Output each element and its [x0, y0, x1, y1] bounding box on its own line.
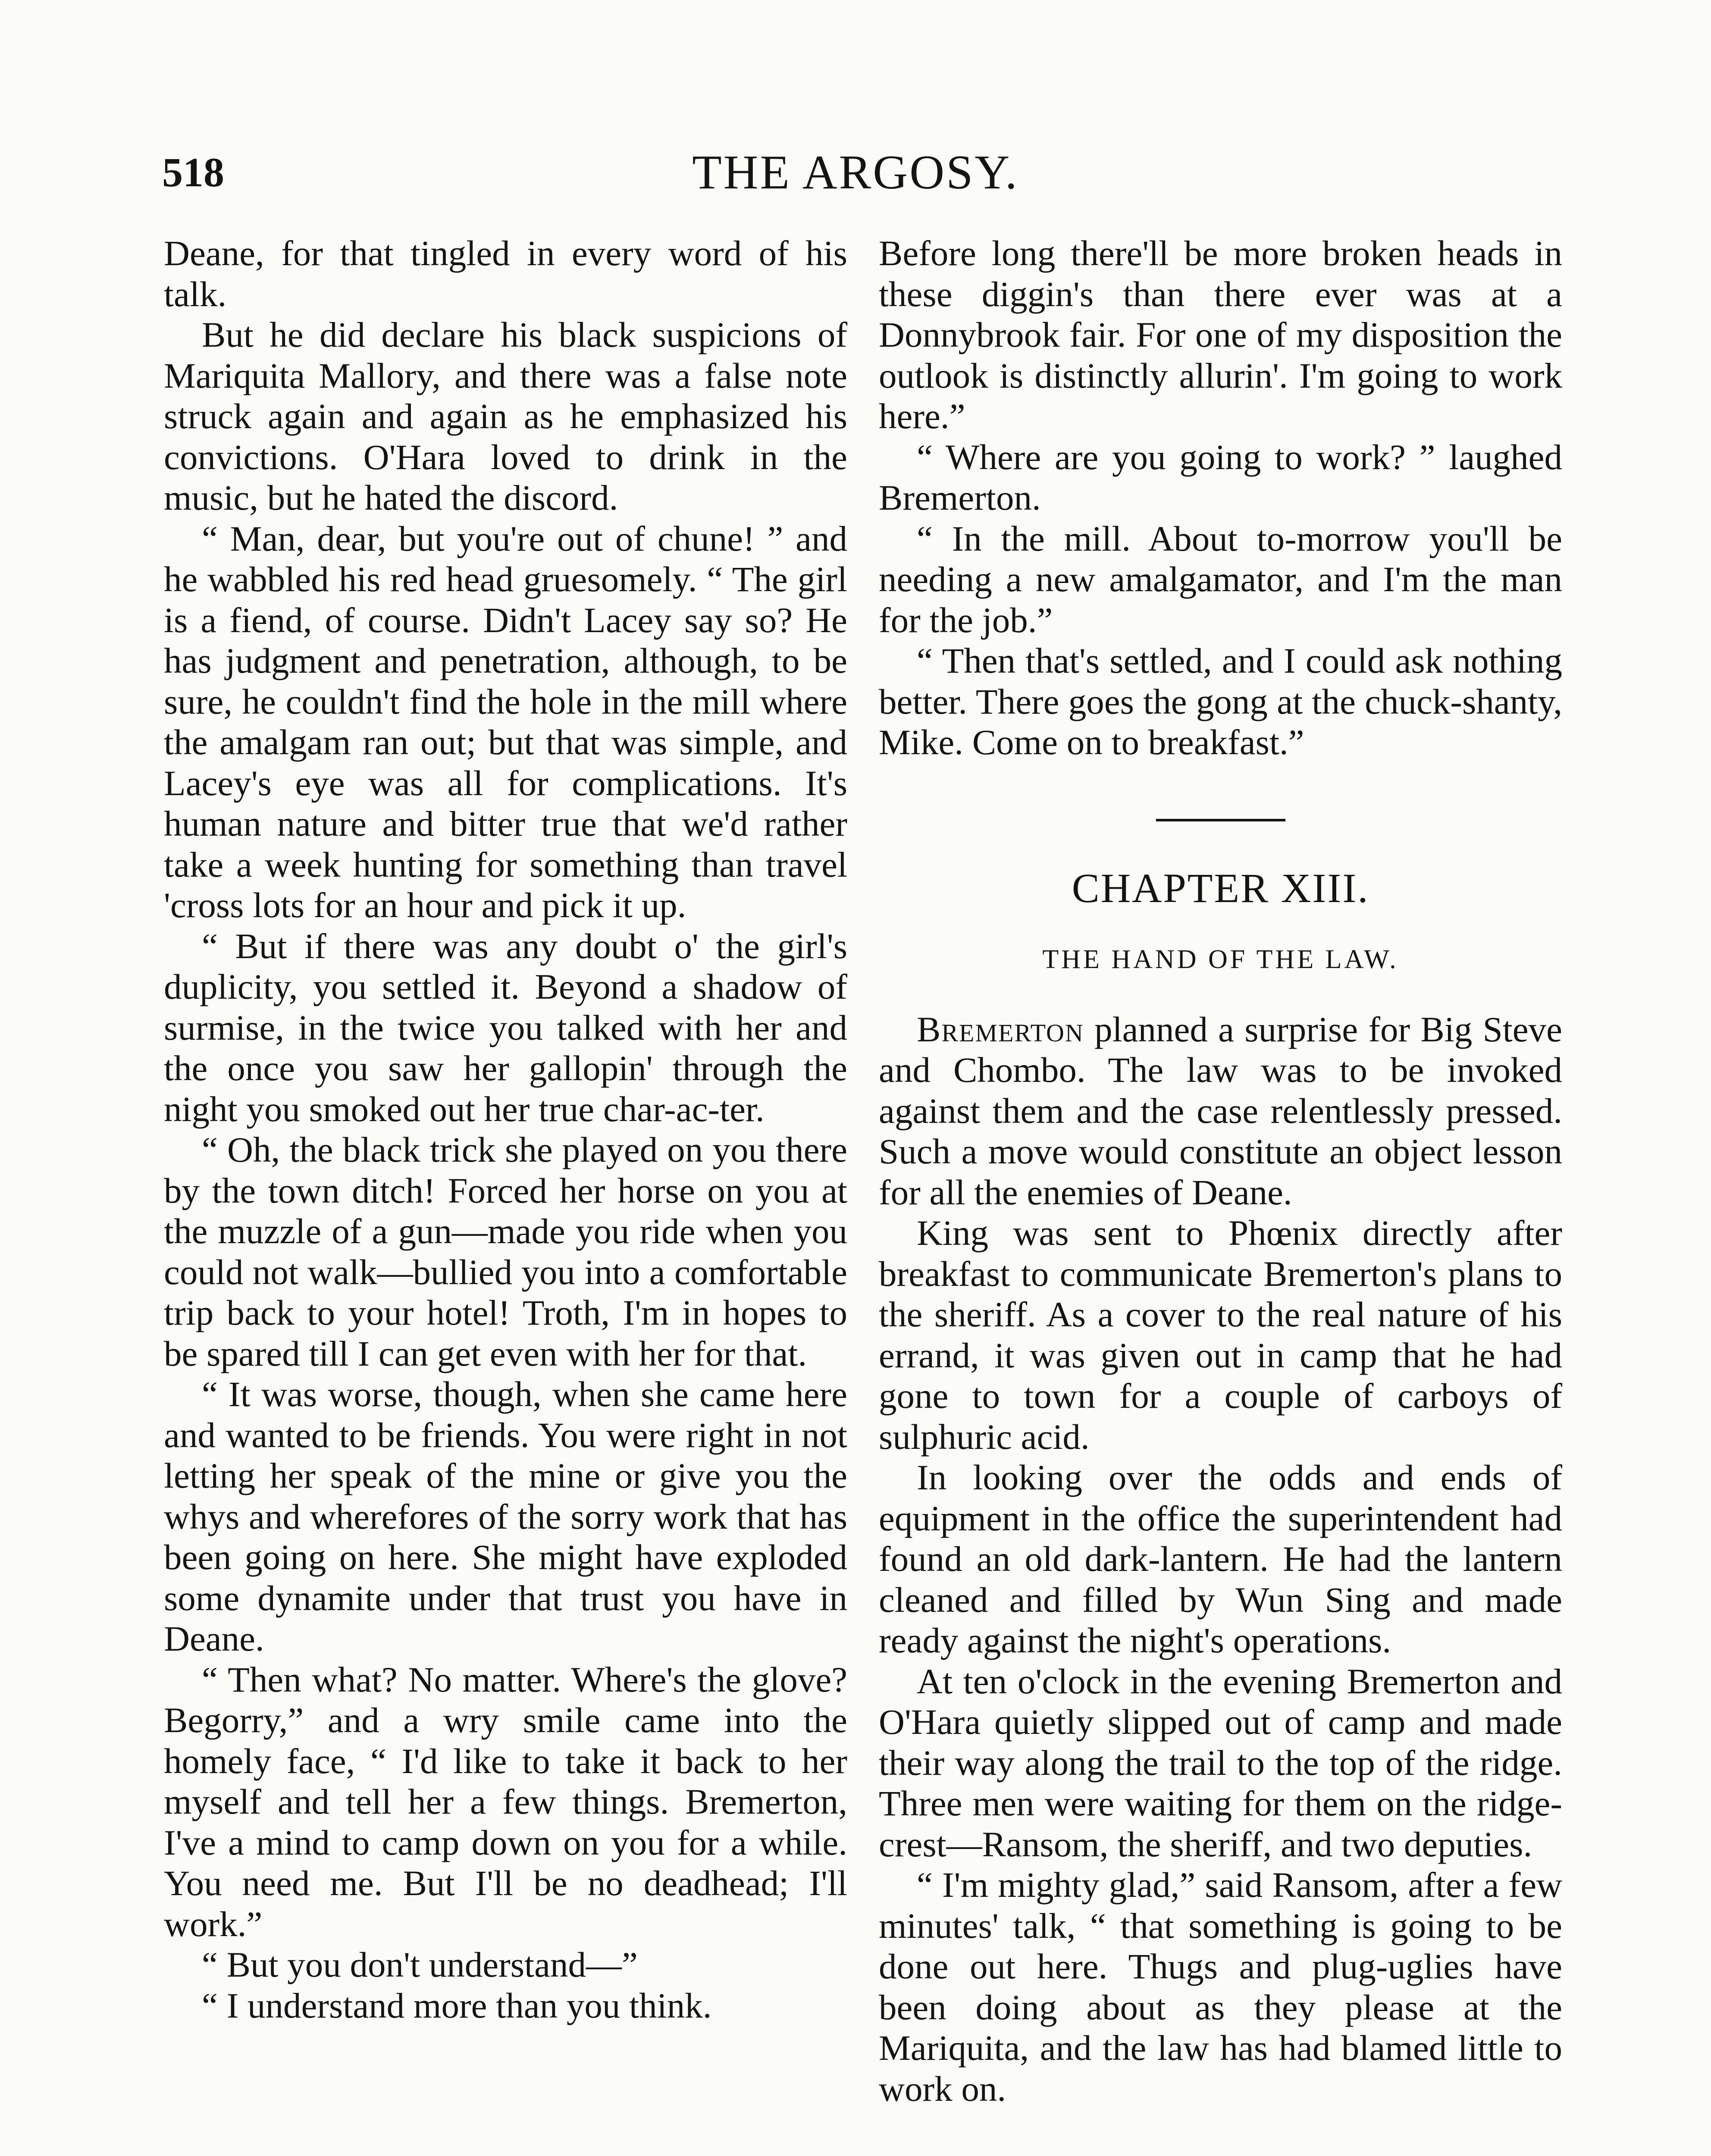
paragraph: Before long there'll be more broken heads in these diggin's than there ever was at a Donnybrook fair. For one of my disposition the outlook is distinctly allurin'. I'm going to work here.”	[879, 233, 1562, 436]
chapter-heading: CHAPTER XIII.	[1072, 865, 1369, 911]
paragraph: “ In the mill. About to-morrow you'll be needing a new amalgamator, and I'm the man for the job.”	[879, 518, 1562, 640]
paragraph: “ I'm mighty glad,” said Ransom, after a few minutes' talk, “ that something is going to be done out here. Thugs and plug-uglies have been doing about as they please at the Mariquita, and the law has had blamed little to work on.	[879, 1865, 1562, 2109]
paragraph: But he did declare his black suspicions of Mariquita Mallory, and there was a false note struck again and again as he emphasized his convictions. O'Hara loved to drink in the music, but he hated the discord.	[164, 315, 847, 517]
paragraph: At ten o'clock in the evening Bremerton and O'Hara quietly slipped out of camp and made their way along the trail to the top of the ridge. Three men were waiting for them on the ridge-crest—Ransom, the sheriff, and two deputies.	[879, 1661, 1562, 1864]
right-column	[879, 233, 1562, 2109]
paragraph: King was sent to Phœnix directly after breakfast to communicate Bremerton's plans to the sheriff. As a cover to the real nature of his errand, it was given out in camp that he had gone to town for a couple of carboys of sulphuric acid.	[879, 1213, 1562, 1457]
section-divider	[1156, 819, 1285, 821]
page-header	[0, 129, 1711, 216]
paragraph: “ I understand more than you think.	[202, 1985, 712, 2025]
paragraph: “ But if there was any doubt o' the girl's duplicity, you settled it. Beyond a shadow of surmise, in the twice you talked with her and the once you saw her gallopin' through the night you smoked out her true char-ac-ter.	[164, 926, 847, 1129]
paragraph: Deane, for that tingled in every word of his talk.	[164, 233, 847, 314]
paragraph: “ Where are you going to work? ” laughed Bremerton.	[879, 437, 1562, 517]
lead-word: Bremerton	[917, 1009, 1084, 1049]
paragraph: “ Oh, the black trick she played on you there by the town ditch! Forced her horse on you at the muzzle of a gun—made you ride when you could not walk—bullied you into a comfortable trip back to your hotel! Troth, I'm in hopes to be spared till I can get even with her for that.	[164, 1130, 847, 1373]
page-number: 518	[162, 149, 224, 195]
paragraph: “ But you don't understand—”	[202, 1945, 638, 1984]
chapter-title: THE HAND OF THE LAW.	[1042, 944, 1399, 974]
paragraph: “ Man, dear, but you're out of chune! ” and he wabbled his red head gruesomely. “ The girl is a fiend, of course. Didn't Lacey say so? He has judgment and penetration, although, to be sure, he couldn't find the hole in the mill where the amalgam ran out; but that was simple, and Lacey's eye was all for complications. It's human nature and bitter true that we'd rather take a week hunting for something than travel 'cross lots for an hour and pick it up.	[164, 518, 847, 925]
paragraph: “ Then that's settled, and I could ask nothing better. There goes the gong at the chuck-shanty, Mike. Come on to breakfast.”	[879, 641, 1562, 762]
left-column	[164, 233, 847, 2026]
paragraph: In looking over the odds and ends of equipment in the office the superintendent had found an old dark-lantern. He had the lantern cleaned and filled by Wun Sing and made ready against the night's operations.	[879, 1457, 1562, 1660]
paragraph: “ It was worse, though, when she came here and wanted to be friends. You were right in not letting her speak of the mine or give you the whys and wherefores of the sorry work that has been going on here. She might have exploded some dynamite under that trust you have in Deane.	[164, 1374, 847, 1658]
paragraph	[879, 1009, 1562, 1213]
paragraph: “ Then what? No matter. Where's the glove? Begorry,” and a wry smile came into the homely face, “ I'd like to take it back to her myself and tell her a few things. Bremerton, I've a mind to camp down on you for a while. You need me. But I'll be no deadhead; I'll work.”	[164, 1659, 847, 1944]
paragraph-text: planned a surprise for Big Steve and Chombo. The law was to be invoked against them and the case relentlessly pressed. Such a move would constitute an object lesson for all the enemies of Deane.	[879, 1009, 1562, 1212]
running-title: THE ARGOSY.	[692, 146, 1019, 199]
